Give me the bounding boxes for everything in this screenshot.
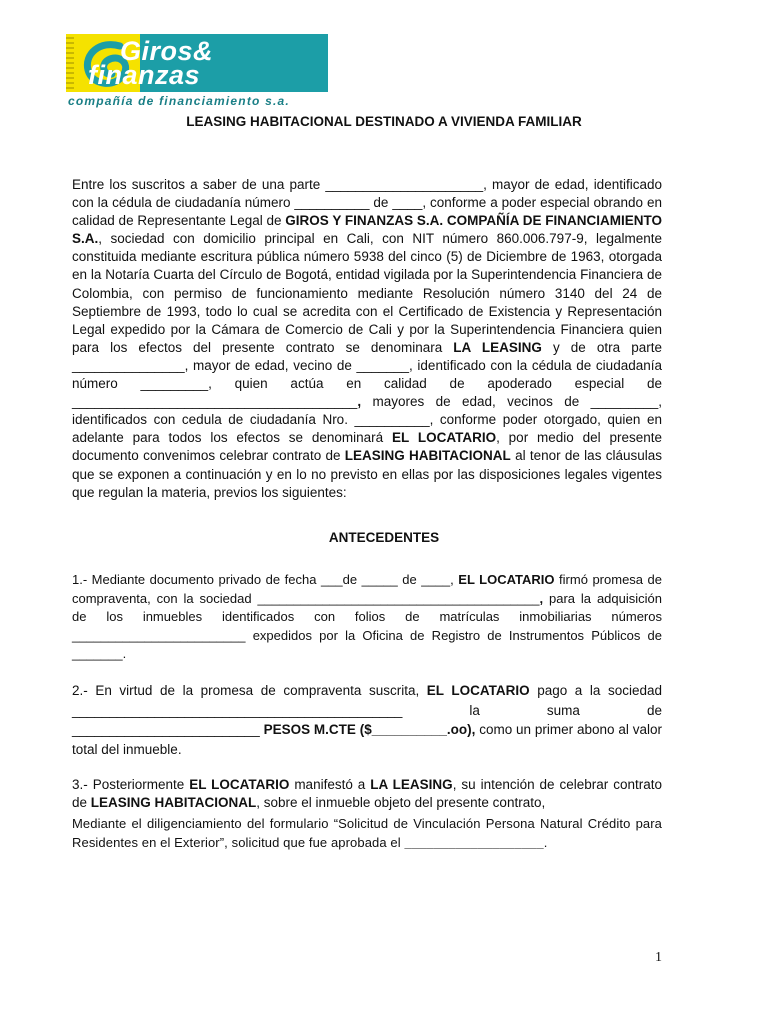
text-run: mayores de edad, vecinos de _________, identificados con cedula de ciudadanía Nro. __________, conforme poder otorgado, quien en adelante para todos los efectos se denominará	[72, 394, 662, 446]
page-number: 1	[655, 950, 662, 965]
text-run: , su intención de celebrar contrato de	[72, 777, 663, 810]
text-run: Entre los suscritos a saber de una parte _____________________, mayor de edad, identificado con la cédula de ciudadanía número __________ de ____, conforme a poder especial obrando en calidad de Representante Legal de	[72, 177, 662, 229]
bold-text-run: EL LOCATARIO	[426, 683, 530, 698]
text-run: al tenor de las cláusulas que se exponen a continuación y en lo no previsto en ellas por las disposiciones legales vigentes que regulan la materia, previos los siguientes:	[72, 448, 662, 500]
text-run: 2.- En virtud de la promesa de compraventa suscrita,	[72, 683, 427, 698]
logo-dotted-edge	[66, 34, 74, 92]
text-run: , sobre el inmueble objeto del presente contrato,	[256, 795, 546, 810]
logo-tagline: compañía de financiamiento s.a.	[68, 94, 290, 108]
bold-text-run: PESOS M.CTE ($__________.oo),	[263, 722, 476, 737]
bold-text-run: LA LEASING	[370, 777, 453, 792]
text-run: firmó promesa de compraventa, con la sociedad _______________________________________	[72, 572, 662, 606]
text-run: 3.- Posteriormente	[72, 777, 190, 792]
document-title: LEASING HABITACIONAL DESTINADO A VIVIENDA FAMILIAR	[186, 114, 582, 129]
text-run: .	[543, 834, 548, 850]
bold-text-run: ,	[357, 394, 362, 410]
antecedent-1	[72, 571, 662, 664]
text-run: pago a la sociedad ____________________________________________ la suma de _________________________	[72, 683, 663, 737]
text-run: , sociedad con domicilio principal en Cali, con NIT número 860.006.797-9, legalmente constituida mediante escritura pública número 5938 del cinco (5) de Diciembre de 1963, otorgada en la Notaría Cuarta del Círculo de Bogotá, entidad vigilada por la Superintendencia Financiera de Colombia, con permiso de funcionamiento mediante Resolución número 3140 del 24 de Septiembre de 1993, todo lo cual se acredita con el Certificado de Existencia y Representación Legal expedido por la Cámara de Comercio de Cali y por la Superintendencia Financiera quien para los efectos del presente contrato se denominara	[72, 231, 662, 355]
bold-text-run: EL LOCATARIO	[392, 430, 497, 446]
text-run: manifestó a	[289, 777, 371, 792]
text-run: 1.- Mediante documento privado de fecha ___de _____ de ____,	[72, 572, 459, 587]
intro-paragraph	[72, 176, 662, 502]
bold-text-run: ,	[539, 590, 544, 606]
text-run: y de otra parte _______________, mayor de edad, vecino de _______, identificado con la cédula de ciudadanía número _________, quien actúa en calidad de apoderado especial de ______________________________________	[72, 339, 662, 410]
bold-text-run: EL LOCATARIO	[189, 777, 290, 792]
antecedent-3	[72, 776, 662, 812]
text-run: como un primer abono al valor total del inmueble.	[72, 722, 663, 757]
antecedent-3-continued	[72, 815, 662, 852]
section-heading: ANTECEDENTES	[328, 530, 440, 545]
bold-text-run: LA LEASING	[453, 339, 542, 355]
bold-text-run: LEASING HABITACIONAL	[344, 448, 511, 464]
text-run: para la adquisición de los inmuebles identificados con folios de matrículas inmobiliarias números ________________________ expedidos por la Oficina de Registro de Instrumentos Públicos de _______.	[72, 590, 662, 662]
company-logo	[66, 34, 328, 112]
bold-text-run: ___________________	[404, 834, 544, 850]
bold-text-run: LEASING HABITACIONAL	[90, 795, 257, 810]
bold-text-run: GIROS Y FINANZAS S.A. COMPAÑÍA DE FINANCIAMIENTO S.A.	[72, 213, 662, 247]
text-run: , por medio del presente documento convenimos celebrar contrato de	[72, 430, 663, 464]
bold-text-run: EL LOCATARIO	[458, 572, 555, 587]
logo-wordmark-line1: Giros&	[120, 36, 214, 66]
logo-wordmark-line2: finanzas	[88, 60, 201, 90]
antecedent-2	[72, 681, 662, 759]
text-run: Mediante el diligenciamiento del formulario “Solicitud de Vinculación Persona Natural Crédito para Residentes en el Exterior”, solicitud que fue aprobada el	[72, 816, 662, 850]
